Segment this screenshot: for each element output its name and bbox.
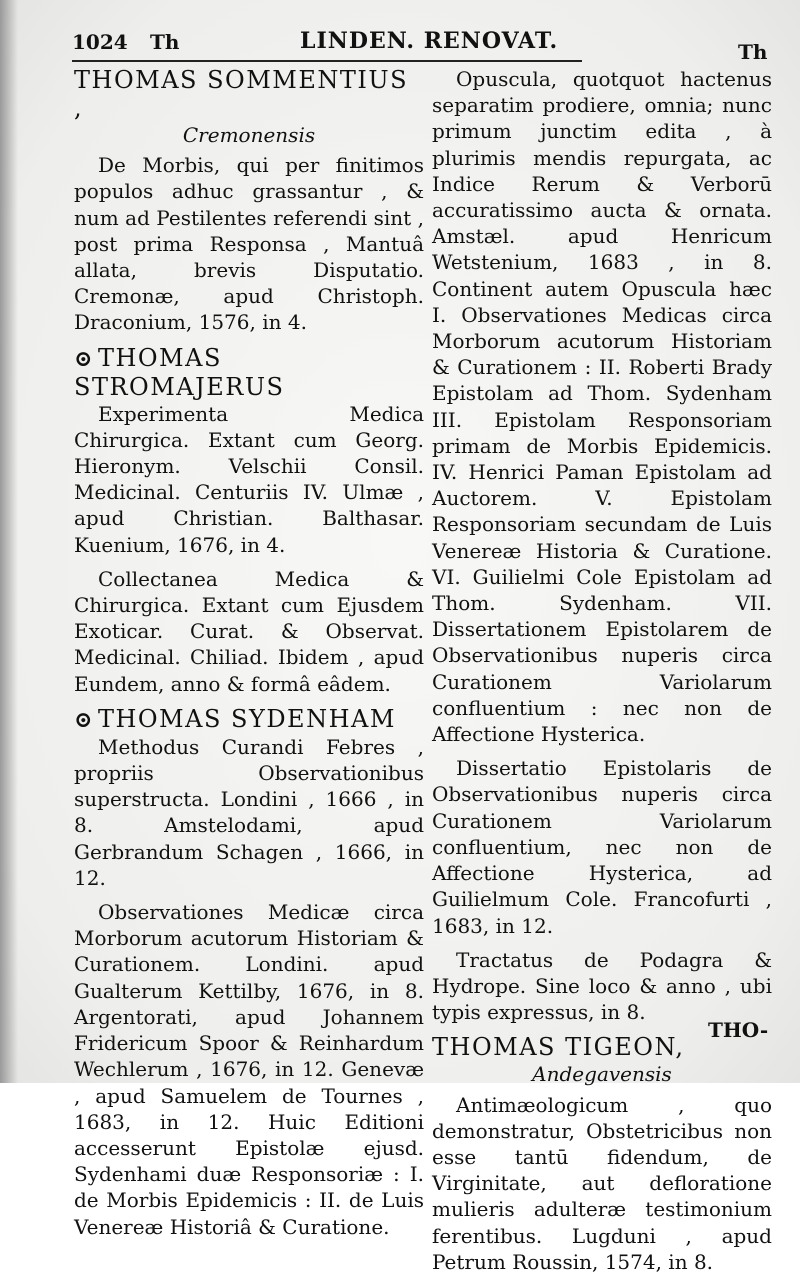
heading-text: THOMAS SYDENHAM (97, 704, 396, 733)
entry-text: De Morbis, qui per finitimos populos adhuc grassantur , & num ad Pestilentes referendi sint , post prima Responsa , Mantuâ allata, brevis Disputatio. Cremonæ, apud Christoph. Draconium, 1576, in 4. (74, 153, 424, 335)
running-title: LINDEN. RENOVAT. (300, 28, 559, 54)
header-right-letters: Th (738, 40, 768, 64)
entry-heading (74, 344, 424, 401)
entry-heading: THOMAS SOMMENTIUS , (74, 66, 409, 122)
entry-text: Methodus Curandi Febres , propriis Observationibus superstructa. Londini , 1666 , in 8. Amstelodami, apud Gerbrandum Schagen , 1666, in 12. (74, 734, 424, 890)
header-rule (72, 60, 582, 62)
entry-text: Experimenta Medica Chirurgica. Extant cum Georg. Hieronym. Velschii Consil. Medicinal. Centuriis IV. Ulmæ , apud Christian. Balthasar. Kuenium, 1676, in 4. (74, 401, 424, 557)
entry-text: Opuscula, quotquot hactenus separatim prodiere, omnia; nunc primum junctim edita , à plurimis mendis repurgata, ac Indice Rerum & Verborū accuratissimo aucta & ornata. Amstæl. apud Henricum Wetstenium, 1683 , in 8. Continent autem Opuscula hæc I. Observationes Medicas circa Morborum acutorum Historiam & Curationem : II. Roberti Brady Epistolam ad Thom. Sydenham III. Epistolam Responsoriam primam de Morbis Epidemicis. IV. Henrici Paman Epistolam ad Auctorem. V. Epistolam Responsoriam secundam de Luis Venereæ Historia & Curatione. VI. Guilielmi Cole Epistolam ad Thom. Sydenham. VII. Dissertationem Epistolarem de Observationibus nuperis circa Curationem Variolarum confluentium : nec non de Affectione Hysterica. (432, 67, 772, 747)
entry-text: Dissertatio Epistolaris de Observationibus nuperis circa Curationem Variolarum confluentium, nec non de Affectione Hysterica, ad Guilielmum Cole. Francofurti , 1683, in 12. (432, 756, 772, 938)
entry-text: Collectanea Medica & Chirurgica. Extant cum Ejusdem Exoticar. Curat. & Observat. Medicinal. Chiliad. Ibidem , apud Eundem, anno & formâ eâdem. (74, 566, 424, 696)
heading-text: THOMAS STROMAJERUS (74, 343, 285, 401)
running-header (0, 22, 800, 62)
entry-subheading: Andegavensis (532, 1062, 672, 1087)
entry-text: Antimæologicum , quo demonstratur, Obstetricibus non esse tantū fidendum, de Virginitate, aut defloratione mulieris adulteræ testimonium ferentibus. Lugduni , apud Petrum Roussin, 1574, in 8. (432, 1092, 772, 1274)
header-lead-letters: Th (150, 30, 180, 54)
left-column (74, 66, 424, 1248)
page-number: 1024 (72, 30, 128, 54)
entry-subheading: Cremonensis (182, 123, 316, 147)
marker-circle-icon: ⊙ (74, 345, 94, 372)
catchword: THO- (708, 1018, 769, 1042)
entry-text: Observationes Medicæ circa Morborum acutorum Historiam & Curationem. Londini. apud Gualterum Kettilby, 1676, in 8. Argentorati, apud Johannem Fridericum Spoor & Reinhardum Wechlerum , 1676, in 12. Genevæ , apud Samuelem de Tournes , 1683, in 12. Huic Editioni accesserunt Epistolæ ejusd. Sydenhami duæ Responsoriæ : I. de Morbis Epidemicis : II. de Luis Venereæ Historiâ & Curatione. (74, 900, 424, 1239)
entry-heading: THOMAS TIGEON, (432, 1033, 685, 1062)
right-column (432, 66, 772, 1283)
marker-circle-icon: ⊙ (74, 706, 94, 733)
entry-heading (74, 705, 424, 734)
entry-text: Tractatus de Podagra & Hydrope. Sine loco & anno , ubi typis expressus, in 8. (432, 947, 772, 1025)
